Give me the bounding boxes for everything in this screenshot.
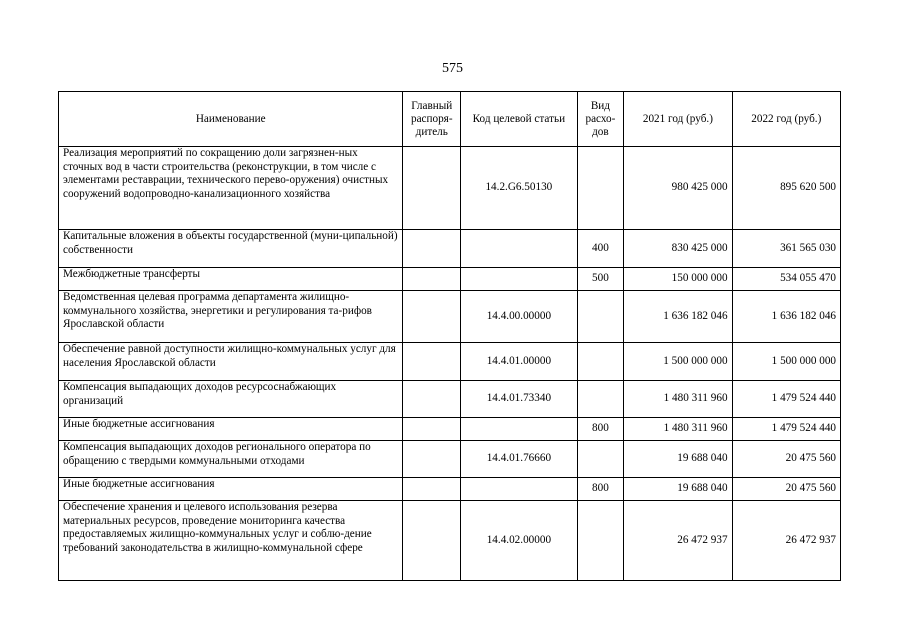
row-2021: 19 688 040	[624, 478, 732, 501]
header-kind: Вид расхо-дов	[577, 92, 624, 147]
row-name: Обеспечение хранения и целевого использования резерва материальных ресурсов, проведение мониторинга качества предоставляемых жилищно-коммунальных услуг и соблю-дение требований законодательства в жилищно-коммунальной сфере	[59, 501, 403, 581]
row-kind: 800	[577, 418, 624, 441]
row-2022: 20 475 560	[732, 441, 840, 478]
row-2021: 1 480 311 960	[624, 381, 732, 418]
row-admin	[403, 441, 461, 478]
row-code: 14.2.G6.50130	[461, 147, 577, 230]
row-kind	[577, 147, 624, 230]
row-2022: 20 475 560	[732, 478, 840, 501]
row-name: Капитальные вложения в объекты государственной (муни-ципальной) собственности	[59, 230, 403, 268]
row-name: Иные бюджетные ассигнования	[59, 418, 403, 441]
row-kind	[577, 291, 624, 343]
page-number: 575	[442, 61, 463, 76]
row-kind: 400	[577, 230, 624, 268]
row-admin	[403, 418, 461, 441]
row-admin	[403, 501, 461, 581]
row-name: Компенсация выпадающих доходов регионального оператора по обращению с твердыми коммунальными отходами	[59, 441, 403, 478]
row-2022: 1 636 182 046	[732, 291, 840, 343]
row-2022: 895 620 500	[732, 147, 840, 230]
table-row	[59, 501, 841, 581]
row-code: 14.4.01.00000	[461, 343, 577, 381]
row-admin	[403, 343, 461, 381]
row-2022: 1 479 524 440	[732, 418, 840, 441]
row-2021: 19 688 040	[624, 441, 732, 478]
table-row	[59, 230, 841, 268]
header-code: Код целевой статьи	[461, 92, 577, 147]
row-kind	[577, 441, 624, 478]
row-code: 14.4.00.00000	[461, 291, 577, 343]
row-kind: 500	[577, 268, 624, 291]
row-2021: 1 480 311 960	[624, 418, 732, 441]
table-row	[59, 147, 841, 230]
row-admin	[403, 147, 461, 230]
row-2021: 150 000 000	[624, 268, 732, 291]
row-kind: 800	[577, 478, 624, 501]
row-2022: 26 472 937	[732, 501, 840, 581]
row-2021: 1 500 000 000	[624, 343, 732, 381]
row-admin	[403, 478, 461, 501]
row-name: Ведомственная целевая программа департамента жилищно-коммунального хозяйства, энергетики и регулирования та-рифов Ярославской области	[59, 291, 403, 343]
table-row	[59, 478, 841, 501]
table-row	[59, 343, 841, 381]
row-code: 14.4.01.73340	[461, 381, 577, 418]
row-name: Иные бюджетные ассигнования	[59, 478, 403, 501]
row-code	[461, 230, 577, 268]
header-2021: 2021 год (руб.)	[624, 92, 732, 147]
row-name: Компенсация выпадающих доходов ресурсоснабжающих организаций	[59, 381, 403, 418]
table-row	[59, 291, 841, 343]
row-kind	[577, 343, 624, 381]
row-code: 14.4.02.00000	[461, 501, 577, 581]
table-row	[59, 268, 841, 291]
budget-table	[58, 91, 841, 581]
row-2022: 361 565 030	[732, 230, 840, 268]
header-name: Наименование	[59, 92, 403, 147]
table-row	[59, 418, 841, 441]
row-kind	[577, 381, 624, 418]
table-row	[59, 441, 841, 478]
row-2022: 1 479 524 440	[732, 381, 840, 418]
row-code	[461, 268, 577, 291]
header-admin: Главный распоря-дитель	[403, 92, 461, 147]
row-code	[461, 418, 577, 441]
row-admin	[403, 230, 461, 268]
table-body	[59, 147, 841, 581]
row-name: Реализация мероприятий по сокращению доли загрязнен-ных сточных вод в части строительства (реконструкции, в том числе с элементами реставрации, технического перево-оружения) очистных сооружений водопроводно-канализационного хозяйства	[59, 147, 403, 230]
row-2021: 980 425 000	[624, 147, 732, 230]
row-2021: 1 636 182 046	[624, 291, 732, 343]
header-2022: 2022 год (руб.)	[732, 92, 840, 147]
row-kind	[577, 501, 624, 581]
row-2021: 26 472 937	[624, 501, 732, 581]
row-2022: 1 500 000 000	[732, 343, 840, 381]
header-row	[59, 92, 841, 147]
row-admin	[403, 291, 461, 343]
row-2022: 534 055 470	[732, 268, 840, 291]
row-admin	[403, 381, 461, 418]
row-name: Обеспечение равной доступности жилищно-коммунальных услуг для населения Ярославской области	[59, 343, 403, 381]
table-header	[59, 92, 841, 147]
row-name: Межбюджетные трансферты	[59, 268, 403, 291]
table-row	[59, 381, 841, 418]
row-admin	[403, 268, 461, 291]
row-code	[461, 478, 577, 501]
row-2021: 830 425 000	[624, 230, 732, 268]
row-code: 14.4.01.76660	[461, 441, 577, 478]
